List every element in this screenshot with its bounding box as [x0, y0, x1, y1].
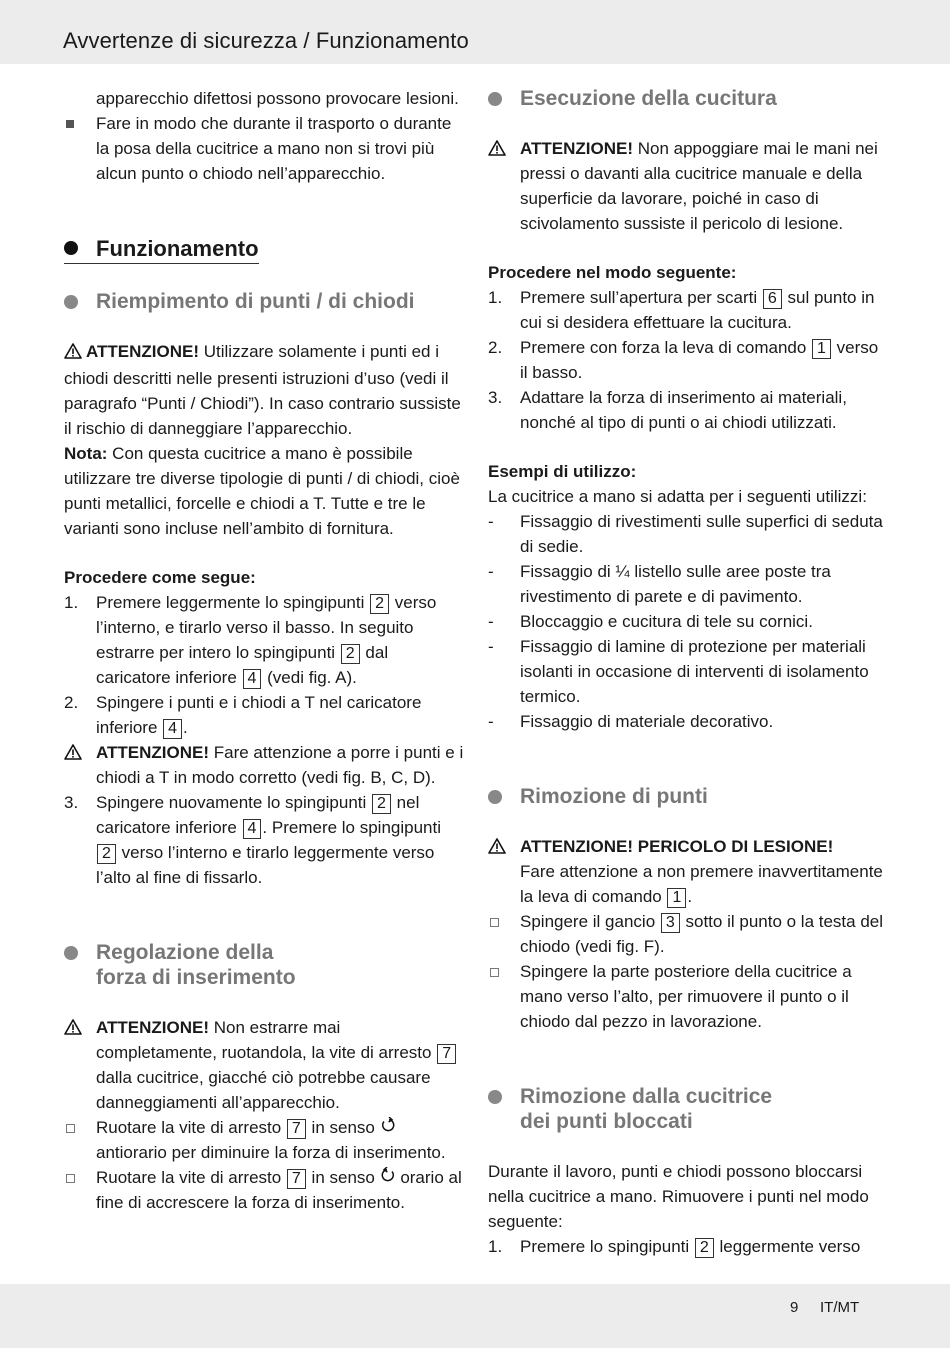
part-ref: 4 — [243, 819, 262, 839]
bullet-dot-icon — [64, 946, 78, 960]
warning-paragraph: ATTENZIONE! Non appoggiare mai le mani nei pressi o davanti alla cucitrice manuale e della superficie da lavorare, poiché in caso di scivolamento sussiste il pericolo di lesione. — [488, 136, 888, 236]
part-ref: 7 — [287, 1169, 306, 1189]
step-item: 3. Spingere nuovamente lo spingipunti 2 nel caricatore inferiore 4 . Premere lo spingipunti 2 verso l’interno e tirarlo leggermente verso l’alto al fine di fissarlo. — [64, 793, 442, 887]
bullet-dot-icon — [488, 92, 502, 106]
part-ref: 1 — [667, 888, 686, 908]
page-header — [0, 0, 950, 64]
bullet-item: Fare in modo che durante il trasporto o durante la posa della cucitrice a mano non si trovi più alcun punto o chiodo nell’apparecchio. — [64, 111, 464, 186]
note-paragraph: Nota: Con questa cucitrice a mano è possibile utilizzare tre diverse tipologie di punti / di chiodi, cioè punti metallici, forcelle e chiodi a T. Tutte e tre le varianti sono incluse nell’ambito di fornitura. — [64, 444, 460, 538]
warning-icon — [64, 341, 82, 366]
warning-icon — [64, 742, 82, 767]
part-ref: 2 — [97, 844, 116, 864]
page-footer — [0, 1284, 950, 1348]
action-item: Ruotare la vite di arresto 7 in senso orario al fine di accrescere la forza di inserimento. — [64, 1165, 464, 1215]
subheading-regolazione: Regolazione della forza di inserimento — [64, 940, 464, 990]
bullet-dot-icon — [488, 790, 502, 804]
subheading-riempimento: Riempimento di punti / di chiodi — [64, 289, 464, 314]
subheading-rimozione-punti: Rimozione di punti — [488, 784, 888, 809]
warning-paragraph: ATTENZIONE! Utilizzare solamente i punti ed i chiodi descritti nelle presenti istruzioni d’uso (vedi il paragrafo “Punti / Chiodi”). In caso contrario sussiste il rischio di danneggiare l’apparecchio. — [64, 342, 461, 438]
continued-paragraph: apparecchio difettosi possono provocare lesioni. — [96, 89, 459, 108]
checkbox-square-icon — [66, 1174, 75, 1183]
bullet-dot-icon — [488, 1090, 502, 1104]
step-item: 3. Adattare la forza di inserimento ai materiali, nonché al tipo di punti o ai chiodi utilizzati. — [488, 388, 847, 432]
list-item: - Bloccaggio e cucitura di tele su cornici. — [488, 612, 813, 631]
procedure-heading: Procedere come segue: — [64, 568, 256, 587]
step-item: 2. Spingere i punti e i chiodi a T nel caricatore inferiore 4 . — [64, 693, 422, 737]
checkbox-square-icon — [490, 918, 499, 927]
square-bullet-icon — [66, 120, 74, 128]
part-ref: 2 — [370, 594, 389, 614]
warning-icon — [488, 836, 506, 861]
part-ref: 2 — [341, 644, 360, 664]
rotate-counterclockwise-icon — [380, 1115, 396, 1140]
list-item: - Fissaggio di materiale decorativo. — [488, 712, 774, 731]
list-item: - Fissaggio di ¼ listello sulle aree poste tra rivestimento di parete e di pavimento. — [488, 562, 831, 606]
part-ref: 4 — [243, 669, 262, 689]
warning-icon — [488, 138, 506, 163]
subheading-rimozione-bloccati: Rimozione dalla cucitrice dei punti bloccati — [488, 1084, 888, 1134]
warning-paragraph: ATTENZIONE! Non estrarre mai completamente, ruotandola, la vite di arresto 7 dalla cucitrice, giacché ciò potrebbe causare danneggiamenti all’apparecchio. — [64, 1015, 464, 1115]
step-item: 1. Premere lo spingipunti 2 leggermente verso — [488, 1237, 861, 1256]
part-ref: 3 — [661, 913, 680, 933]
examples-heading: Esempi di utilizzo: — [488, 462, 637, 481]
subheading-esecuzione: Esecuzione della cucitura — [488, 86, 888, 111]
procedure-heading: Procedere nel modo seguente: — [488, 263, 737, 282]
page-number: 9 — [790, 1299, 799, 1316]
step-item: 1. Premere sull’apertura per scarti 6 sul punto in cui si desidera effettuare la cucitura. — [488, 288, 875, 332]
page-title: Avvertenze di sicurezza / Funzionamento — [63, 28, 469, 53]
step-item: 2. Premere con forza la leva di comando 1 verso il basso. — [488, 338, 879, 382]
examples-intro: La cucitrice a mano si adatta per i seguenti utilizzi: — [488, 487, 867, 506]
right-column — [488, 86, 888, 1259]
part-ref: 2 — [695, 1238, 714, 1258]
step-item: 1. Premere leggermente lo spingipunti 2 verso l’interno, e tirarlo verso il basso. In seguito estrarre per intero lo spingipunti 2 dal caricatore inferiore 4 (vedi fig. A). — [64, 593, 437, 687]
language-code: IT/MT — [820, 1299, 860, 1316]
section-heading-funzionamento: Funzionamento — [64, 236, 464, 264]
warning-paragraph: ATTENZIONE! PERICOLO DI LESIONE! Fare attenzione a non premere inavvertitamente la leva di comando 1 . — [488, 834, 888, 909]
bullet-dot-icon — [64, 295, 78, 309]
rotate-clockwise-icon — [380, 1165, 396, 1190]
part-ref: 4 — [163, 719, 182, 739]
checkbox-square-icon — [66, 1124, 75, 1133]
list-item: - Fissaggio di rivestimenti sulle superfici di seduta di sedie. — [488, 512, 883, 556]
left-column — [64, 86, 464, 1215]
list-item: - Fissaggio di lamine di protezione per materiali isolanti in occasione di interventi di isolamento termico. — [488, 637, 869, 706]
bullet-dot-icon — [64, 241, 78, 255]
action-item: Ruotare la vite di arresto 7 in senso antiorario per diminuire la forza di inserimento. — [64, 1115, 464, 1165]
part-ref: 7 — [287, 1119, 306, 1139]
part-ref: 2 — [372, 794, 391, 814]
warning-icon — [64, 1017, 82, 1042]
checkbox-square-icon — [490, 968, 499, 977]
warning-paragraph: ATTENZIONE! Fare attenzione a porre i punti e i chiodi a T in modo corretto (vedi fig. B, C, D). — [64, 740, 464, 790]
part-ref: 7 — [437, 1044, 456, 1064]
part-ref: 6 — [763, 289, 782, 309]
action-item: Spingere il gancio 3 sotto il punto o la testa del chiodo (vedi fig. F). — [488, 909, 888, 959]
action-item: Spingere la parte posteriore della cucitrice a mano verso l’alto, per rimuovere il punto o il chiodo dal pezzo in lavorazione. — [488, 959, 888, 1034]
part-ref: 1 — [812, 339, 831, 359]
paragraph: Durante il lavoro, punti e chiodi possono bloccarsi nella cucitrice a mano. Rimuovere i punti nel modo seguente: — [488, 1162, 869, 1231]
